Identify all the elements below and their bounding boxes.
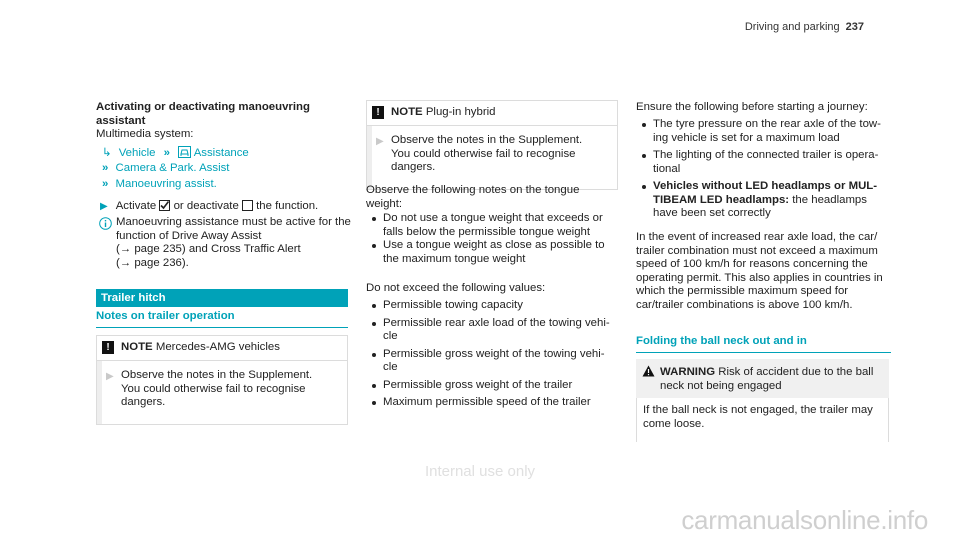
menu-label: Multimedia system: [96,128,194,140]
warning-label: WARNING [660,366,716,378]
journey-list [636,118,886,221]
note-label: NOTE [391,106,423,118]
page-number: 237 [845,21,864,33]
info-note: Manoeuvring assistance must be active for the function of Drive Away Assist (→ page 235) and Cross Traffic Alert (→ page 236). [96,216,356,270]
watermark-internal: Internal use only [424,463,536,480]
warning-triangle-icon [642,365,655,382]
path-assistance[interactable]: Assistance [193,147,249,159]
list-item: The tyre pressure on the rear axle of the tow-ing vehicle is set for a maximum load [636,118,886,145]
step-triangle-icon: ▶ [376,136,384,147]
page-reference[interactable]: (→ page 235) and Cross Traffic Alert [116,243,301,255]
exclamation-icon: ! [372,106,384,119]
subsection-notes-trailer: Notes on trailer operation [96,310,348,328]
list-item: Do not use a tongue weight that exceeds or falls below the permissible tongue weight [366,212,614,239]
checkbox-empty-icon [242,200,253,216]
values-intro: Do not exceed the following values: [366,282,546,294]
note-subject: Plug-in hybrid [425,106,496,118]
list-item: Permissible gross weight of the towing vehi-cle [366,348,614,375]
tongue-list [366,212,614,266]
note-label: NOTE [121,341,153,353]
menu-path-line-3 [102,178,217,192]
list-item: Permissible gross weight of the trailer [366,379,614,393]
enter-arrow-icon: ↳ [102,147,112,159]
values-list [366,299,614,410]
chevron-right-icon: » [102,162,109,174]
path-vehicle[interactable]: Vehicle [118,147,156,159]
list-item: Vehicles without LED headlamps or MUL-TIBEAM LED headlamps: the headlamps have been set correctly [636,180,886,221]
axle-load-paragraph: In the event of increased rear axle load, the car/ trailer combination must not exceed a maximum speed of 100 km/h for reasons concerning the operating permit. This also applies in countries in which the permissible maximum speed for car/trailer combinations is above 100 km/h. [636,231,883,311]
list-item: The lighting of the connected trailer is opera-tional [636,149,886,176]
warning-subject: Risk of accident due to the ball neck not being engaged [660,366,874,392]
step-activate: ▶ Activate or deactivate the function. [96,200,348,216]
page-reference[interactable]: (→ page 236). [116,256,189,269]
section-name: Driving and parking [744,21,840,33]
list-item: Use a tongue weight as close as possible to the maximum tongue weight [366,239,614,266]
tongue-intro: Observe the following notes on the tongue weight: [366,184,580,210]
path-manoeuvring-assist[interactable]: Manoeuvring assist. [115,178,217,190]
path-camera-park[interactable]: Camera & Park. Assist [115,162,230,174]
warning-box [636,359,889,442]
subsection-ball-neck: Folding the ball neck out and in [636,335,891,353]
menu-path-line-2 [102,162,229,176]
car-icon [178,146,191,163]
exclamation-icon: ! [102,341,114,354]
site-watermark: carmanualsonline.info [681,504,928,535]
list-item: Permissible towing capacity [366,299,614,313]
chevron-right-icon: » [102,178,109,190]
list-item: Permissible rear axle load of the towing vehi-cle [366,317,614,344]
journey-intro: Ensure the following before starting a journey: [636,101,868,113]
info-icon [99,217,112,230]
section-trailer-hitch: Trailer hitch [96,289,348,307]
heading-manoeuvring: Activating or deactivating manoeuvring assistant [96,101,310,127]
chevron-right-icon: » [163,147,170,159]
menu-path-line-1 [102,146,249,163]
note-box-amg: ! NOTE Mercedes-AMG vehicles ▶ Observe the notes in the Supplement. You could otherwise fail to recognise dangers. [96,335,348,425]
step-triangle-icon: ▶ [106,371,114,382]
checkbox-checked-icon [159,200,170,216]
page-header [745,21,864,35]
step-triangle-icon: ▶ [100,201,108,212]
note-box-hybrid: ! NOTE Plug-in hybrid ▶ Observe the notes in the Supplement. You could otherwise fail to recognise dangers. [366,100,618,190]
warning-text: If the ball neck is not engaged, the trailer may come loose. [636,398,889,442]
note-subject: Mercedes-AMG vehicles [155,341,280,353]
list-item: Maximum permissible speed of the trailer [366,396,614,410]
